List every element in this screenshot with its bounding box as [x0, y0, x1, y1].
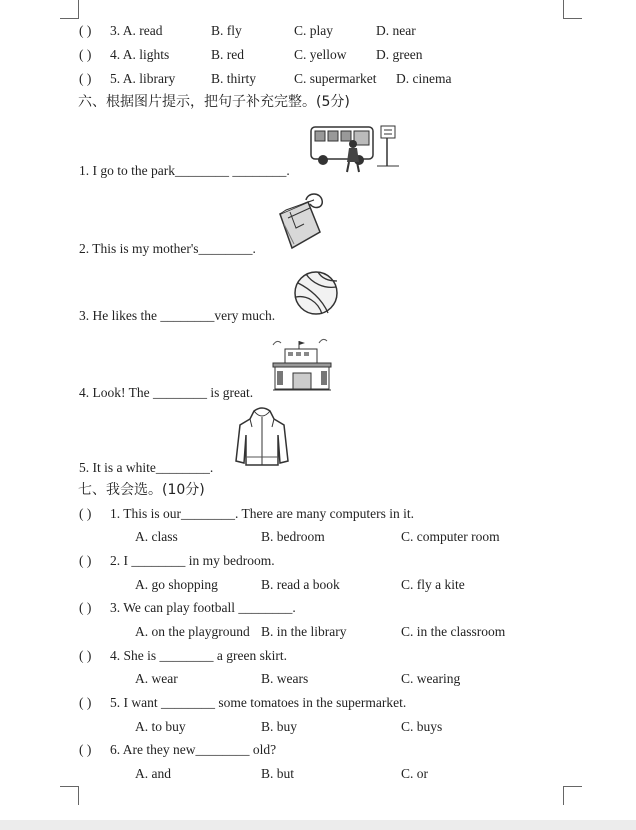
answer-paren: ( ) [79, 600, 92, 615]
option-c: C. supermarket [294, 71, 377, 86]
option-d: D. cinema [396, 71, 452, 86]
answer-paren: ( ) [79, 553, 92, 568]
question-text: 4. She is ________ a green skirt. [110, 648, 287, 663]
option-b: B. bedroom [261, 529, 325, 544]
ball-icon [292, 269, 340, 317]
answer-paren: ( ) [79, 648, 92, 663]
option-c: C. computer room [401, 529, 500, 544]
question-text: 3. We can play football ________. [110, 600, 296, 615]
sentence-1: 1. I go to the park________ ________. [79, 163, 290, 178]
question-text: 5. I want ________ some tomatoes in the supermarket. [110, 695, 407, 710]
option-a: A. to buy [135, 719, 186, 734]
bag-icon [274, 188, 330, 252]
option-c: C. wearing [401, 671, 461, 686]
sentence-3: 3. He likes the ________very much. [79, 308, 276, 323]
sentence-2: 2. This is my mother's________. [79, 241, 256, 256]
option-a: 4. A. lights [110, 47, 170, 62]
answer-paren: ( ) [79, 23, 92, 38]
option-b: B. thirty [211, 71, 257, 86]
section6-heading: 六、根据图片提示，把句子补充完整。(5分) [78, 94, 350, 110]
section7-heading: 七、我会选。(10分) [78, 482, 205, 498]
option-c: C. in the classroom [401, 624, 506, 639]
crop-mark-bottom-left [60, 786, 79, 805]
option-b: B. red [211, 47, 244, 62]
answer-paren: ( ) [79, 695, 92, 710]
sentence-5: 5. It is a white________. [79, 460, 214, 475]
option-b: B. wears [261, 671, 309, 686]
crop-mark-top-right [563, 0, 582, 19]
crop-mark-top-left [60, 0, 79, 19]
option-d: D. green [376, 47, 423, 62]
question-text: 2. I ________ in my bedroom. [110, 553, 275, 568]
crop-mark-bottom-right [563, 786, 582, 805]
option-a: 5. A. library [110, 71, 176, 86]
option-d: D. near [376, 23, 416, 38]
option-a: A. wear [135, 671, 178, 686]
option-b: B. read a book [261, 577, 340, 592]
option-b: B. in the library [261, 624, 347, 639]
option-b: B. buy [261, 719, 298, 734]
option-a: 3. A. read [110, 23, 163, 38]
option-a: A. on the playground [135, 624, 250, 639]
option-c: C. fly a kite [401, 577, 465, 592]
option-a: A. go shopping [135, 577, 218, 592]
option-b: B. but [261, 766, 295, 781]
option-b: B. fly [211, 23, 242, 38]
jacket-icon [234, 405, 290, 469]
option-c: C. buys [401, 719, 443, 734]
answer-paren: ( ) [79, 506, 92, 521]
answer-paren: ( ) [79, 742, 92, 757]
question-text: 6. Are they new________ old? [110, 742, 277, 757]
answer-paren: ( ) [79, 71, 92, 86]
question-text: 1. This is our________. There are many computers in it. [110, 506, 414, 521]
option-c: C. yellow [294, 47, 347, 62]
option-a: A. class [135, 529, 178, 544]
option-c: C. or [401, 766, 428, 781]
school-icon [271, 337, 333, 395]
bus-icon [309, 122, 403, 174]
sentence-4: 4. Look! The ________ is great. [79, 385, 254, 400]
option-c: C. play [294, 23, 333, 38]
option-a: A. and [135, 766, 171, 781]
answer-paren: ( ) [79, 47, 92, 62]
